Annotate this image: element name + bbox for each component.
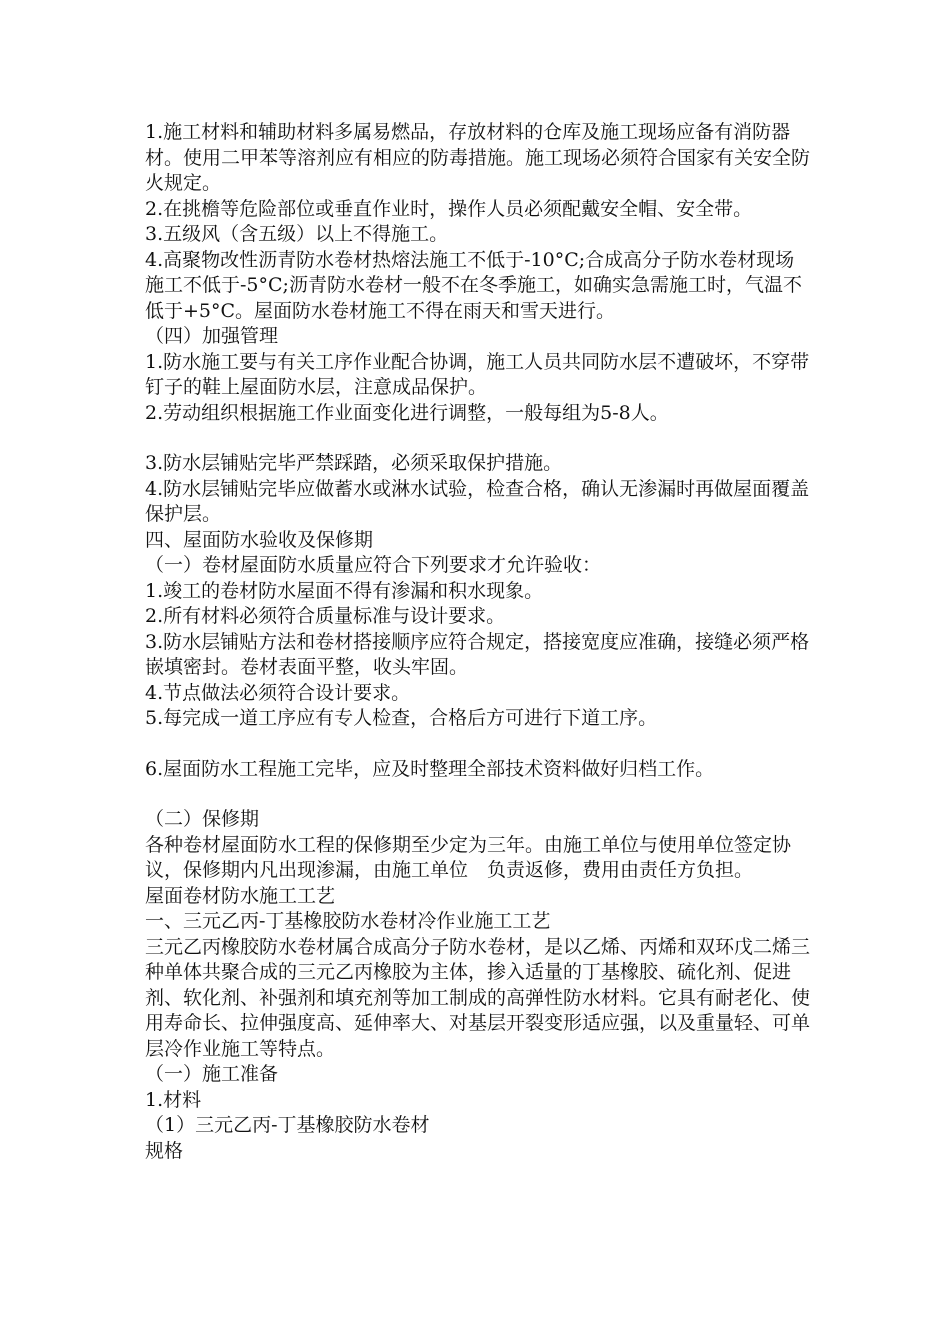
heading-specification: 规格 [145,1139,184,1162]
blank-line [145,426,810,451]
heading-materials: 1.材料 [145,1088,202,1111]
heading-epdm-membrane: （1）三元乙丙-丁基橡胶防水卷材 [145,1114,430,1136]
para-epdm-description: 三元乙丙橡胶防水卷材属合成高分子防水卷材，是以乙烯、丙烯和双环戊二烯三种单体共聚合成的三元乙丙橡胶为主体，掺入适量的丁基橡胶、硫化剂、促进剂、软化剂、补强剂和填充剂等加工制成的高弹性防水材料。它具有耐老化、使用寿命长、拉伸强度高、延伸率大、对基层开裂变形适应强，以及重量轻、可单层冷作业施工等特点。 [145,935,811,1060]
para-safety-1: 1.施工材料和辅助材料多属易燃品，存放材料的仓库及施工现场应备有消防器材。使用二甲苯等溶剂应有相应的防毒措施。施工现场必须符合国家有关安全防火规定。 [145,121,811,194]
heading-preparation: （一）施工准备 [145,1063,279,1085]
para-quality-3: 3.防水层铺贴方法和卷材搭接顺序应符合规定，搭接宽度应准确，接缝必须严格嵌填密封。卷材表面平整，收头牢固。 [145,630,810,678]
blank-line [145,782,810,807]
heading-warranty: （二）保修期 [145,808,260,830]
blank-line [145,732,810,757]
para-quality-1: 1.竣工的卷材防水屋面不得有渗漏和积水现象。 [145,579,544,602]
heading-management: （四）加强管理 [145,325,279,347]
para-quality-4: 4.节点做法必须符合设计要求。 [145,681,411,704]
para-management-1: 1.防水施工要与有关工序作业配合协调，施工人员共同防水层不遭破坏，不穿带钉子的鞋上屋面防水层，注意成品保护。 [145,350,810,398]
para-safety-3: 3.五级风（含五级）以上不得施工。 [145,223,449,245]
para-warranty: 各种卷材屋面防水工程的保修期至少定为三年。由施工单位与使用单位签定协议，保修期内凡出现渗漏，由施工单位 负责返修，费用由责任方负担。 [145,833,792,881]
heading-acceptance: 四、屋面防水验收及保修期 [145,528,374,551]
para-quality-2: 2.所有材料必须符合质量标准与设计要求。 [145,605,506,627]
heading-process: 屋面卷材防水施工工艺 [145,884,336,907]
para-quality-5: 5.每完成一道工序应有专人检查，合格后方可进行下道工序。 [145,707,658,729]
heading-epdm-process: 一、三元乙丙-丁基橡胶防水卷材冷作业施工工艺 [145,910,551,932]
para-management-4: 4.防水层铺贴完毕应做蓄水或淋水试验，检查合格，确认无渗漏时再做屋面覆盖保护层。 [145,477,810,525]
heading-quality-requirements: （一）卷材屋面防水质量应符合下列要求才允许验收： [145,554,602,576]
para-safety-2: 2.在挑檐等危险部位或垂直作业时，操作人员必须配戴安全帽、安全带。 [145,197,753,220]
para-management-2: 2.劳动组织根据施工作业面变化进行调整，一般每组为5-8人。 [145,401,669,424]
para-safety-4: 4.高聚物改性沥青防水卷材热熔法施工不低于-10°C;合成高分子防水卷材现场施工不低于-5°C;沥青防水卷材一般不在冬季施工，如确实急需施工时，气温不低于+5°C。屋面防水卷材施工不得在雨天和雪天进行。 [145,248,802,322]
para-management-3: 3.防水层铺贴完毕严禁踩踏，必须采取保护措施。 [145,452,563,474]
para-quality-6: 6.屋面防水工程施工完毕，应及时整理全部技术资料做好归档工作。 [145,757,715,780]
